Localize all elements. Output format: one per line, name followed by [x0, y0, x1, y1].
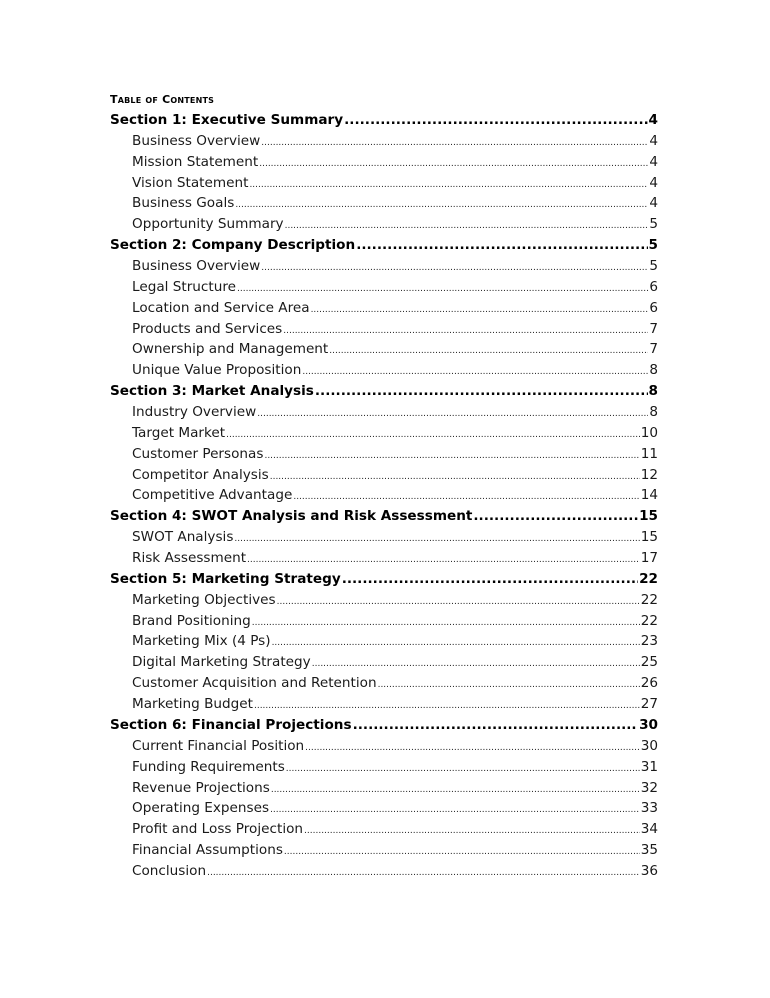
toc-entry-link[interactable]	[110, 360, 658, 381]
dot-leader	[247, 550, 640, 571]
toc-entry-link[interactable]	[110, 193, 658, 214]
toc-entry-label: Marketing Objectives	[132, 591, 276, 608]
toc-entry-label: Operating Expenses	[132, 800, 270, 817]
dot-leader	[254, 696, 640, 717]
toc-entry-link[interactable]	[110, 298, 658, 319]
toc-page-number: 5	[648, 237, 658, 254]
dot-leader	[257, 404, 648, 425]
dot-leader	[302, 362, 648, 383]
toc-page-number: 15	[639, 508, 658, 525]
toc-entry-label: Section 3: Market Analysis	[110, 383, 314, 400]
toc-entry-label: Brand Positioning	[132, 612, 251, 629]
toc-entry-label: Target Market	[132, 424, 226, 441]
dot-leader	[344, 110, 647, 131]
toc-entry-label: Ownership and Management	[132, 341, 329, 358]
toc-entry-label: Section 4: SWOT Analysis and Risk Assessment	[110, 508, 473, 525]
toc-entry-link[interactable]	[110, 819, 658, 840]
toc-page-number: 5	[649, 258, 658, 275]
toc-entry-label: Financial Assumptions	[132, 842, 283, 859]
toc-page-number: 17	[640, 550, 658, 567]
toc-entry-label: Digital Marketing Strategy	[132, 654, 311, 671]
toc-entry-label: Products and Services	[132, 320, 283, 337]
toc-entry-label: Vision Statement	[132, 174, 249, 191]
dot-leader	[356, 235, 647, 256]
toc-page-number: 35	[640, 842, 658, 859]
toc-entry-label: Risk Assessment	[132, 550, 247, 567]
toc-entry-label: Profit and Loss Projection	[132, 821, 304, 838]
toc-page-number: 4	[649, 174, 658, 191]
toc-entry-label: Marketing Mix (4 Ps)	[132, 633, 271, 650]
toc-page-number: 4	[649, 132, 658, 149]
toc-entry-label: Funding Requirements	[132, 758, 285, 775]
toc-page-number: 26	[640, 675, 658, 692]
dot-leader	[473, 506, 638, 527]
toc-entry-link[interactable]	[110, 694, 658, 715]
dot-leader	[329, 341, 648, 362]
toc-entry-link[interactable]	[110, 485, 658, 506]
toc-page-number: 6	[649, 278, 658, 295]
toc-entry-label: Location and Service Area	[132, 299, 310, 316]
toc-entry-link[interactable]	[110, 277, 658, 298]
dot-leader	[226, 425, 640, 446]
toc-entry-label: Marketing Budget	[132, 696, 253, 713]
dot-leader	[270, 800, 640, 821]
dot-leader	[264, 446, 639, 467]
toc-entry-label: Unique Value Proposition	[132, 362, 302, 379]
toc-entry-link[interactable]	[110, 673, 658, 694]
toc-section-link[interactable]	[110, 506, 658, 527]
toc-entry-label: Mission Statement	[132, 153, 259, 170]
dot-leader	[312, 654, 640, 675]
toc-entry-label: Section 2: Company Description	[110, 237, 356, 254]
table-of-contents	[110, 110, 658, 882]
toc-page-number: 8	[648, 383, 658, 400]
toc-page-number: 4	[649, 153, 658, 170]
toc-page-number: 4	[648, 112, 658, 128]
toc-page-number: 31	[640, 758, 658, 775]
dot-leader	[271, 780, 640, 801]
toc-entry-label: Customer Acquisition and Retention	[132, 675, 377, 692]
toc-entry-link[interactable]	[110, 757, 658, 778]
toc-entry-label: Section 6: Financial Projections	[110, 716, 352, 733]
toc-page-number: 8	[649, 362, 658, 379]
toc-page-number: 4	[649, 195, 658, 212]
toc-entry-link[interactable]	[110, 527, 658, 548]
toc-entry-label: Revenue Projections	[132, 779, 270, 796]
toc-entry-link[interactable]	[110, 423, 658, 444]
toc-entry-link[interactable]	[110, 778, 658, 799]
dot-leader	[285, 216, 649, 237]
toc-page-number: 30	[640, 737, 658, 754]
toc-entry-link[interactable]	[110, 152, 658, 173]
toc-section-link[interactable]	[110, 235, 658, 256]
toc-page-number: 8	[649, 404, 658, 421]
dot-leader	[249, 175, 648, 196]
toc-entry-link[interactable]	[110, 611, 658, 632]
toc-page-number: 12	[640, 466, 658, 483]
dot-leader	[284, 842, 640, 863]
toc-page-number: 36	[640, 862, 658, 879]
toc-page-number: 22	[640, 612, 658, 629]
toc-entry-link[interactable]	[110, 131, 658, 152]
dot-leader	[293, 487, 639, 508]
toc-entry-link[interactable]	[110, 840, 658, 861]
dot-leader	[207, 863, 640, 884]
toc-entry-link[interactable]	[110, 465, 658, 486]
toc-section-link[interactable]	[110, 569, 658, 590]
toc-entry-label: Competitive Advantage	[132, 487, 293, 504]
toc-page-number: 25	[640, 654, 658, 671]
toc-page-number: 5	[649, 216, 658, 233]
toc-entry-link[interactable]	[110, 861, 658, 882]
toc-section-link[interactable]	[110, 715, 658, 736]
toc-entry-link[interactable]	[110, 339, 658, 360]
dot-leader	[252, 613, 640, 634]
dot-leader	[259, 154, 648, 175]
dot-leader	[261, 258, 648, 279]
dot-leader	[305, 738, 640, 759]
toc-entry-label: Opportunity Summary	[132, 216, 284, 233]
toc-entry-label: Business Overview	[132, 258, 261, 275]
toc-entry-label: Section 5: Marketing Strategy	[110, 570, 341, 587]
dot-leader	[304, 821, 640, 842]
toc-entry-link[interactable]	[110, 214, 658, 235]
toc-entry-link[interactable]	[110, 548, 658, 569]
toc-page-number: 22	[640, 591, 658, 608]
toc-entry-link[interactable]	[110, 631, 658, 652]
toc-entry-link[interactable]	[110, 444, 658, 465]
toc-entry-label: Business Goals	[132, 195, 235, 212]
dot-leader	[261, 133, 648, 154]
toc-page-number: 30	[639, 716, 658, 733]
dot-leader	[277, 592, 640, 613]
toc-section-link[interactable]	[110, 110, 658, 131]
dot-leader	[378, 675, 640, 696]
dot-leader	[311, 300, 649, 321]
toc-entry-link[interactable]	[110, 736, 658, 757]
toc-section-link[interactable]	[110, 381, 658, 402]
toc-page-number: 22	[639, 570, 658, 587]
toc-entry-label: Legal Structure	[132, 278, 236, 295]
dot-leader	[234, 529, 639, 550]
toc-entry-link[interactable]	[110, 173, 658, 194]
dot-leader	[353, 715, 639, 736]
toc-page-number: 23	[640, 633, 658, 650]
toc-entry-label: Industry Overview	[132, 404, 257, 421]
toc-page-number: 10	[640, 424, 658, 441]
toc-entry-link[interactable]	[110, 402, 658, 423]
dot-leader	[270, 467, 640, 488]
toc-entry-link[interactable]	[110, 256, 658, 277]
toc-page-number: 33	[640, 800, 658, 817]
toc-entry-label: Current Financial Position	[132, 737, 305, 754]
toc-page-number: 7	[649, 341, 658, 358]
toc-entry-label: Business Overview	[132, 132, 261, 149]
toc-page-number: 15	[640, 529, 658, 546]
toc-entry-label: Conclusion	[132, 862, 207, 879]
toc-page-number: 32	[640, 779, 658, 796]
toc-page-number: 14	[640, 487, 658, 504]
toc-page-number: 7	[649, 320, 658, 337]
toc-page-number: 11	[640, 445, 658, 462]
toc-page-number: 6	[649, 299, 658, 316]
toc-entry-link[interactable]	[110, 319, 658, 340]
toc-title: Table of Contents	[110, 93, 215, 106]
toc-entry-label: SWOT Analysis	[132, 529, 234, 546]
dot-leader	[286, 759, 640, 780]
toc-entry-label: Customer Personas	[132, 445, 264, 462]
toc-page-number: 27	[640, 696, 658, 713]
dot-leader	[272, 633, 640, 654]
dot-leader	[315, 381, 648, 402]
toc-entry-link[interactable]	[110, 590, 658, 611]
dot-leader	[283, 321, 648, 342]
dot-leader	[235, 195, 648, 216]
toc-entry-link[interactable]	[110, 798, 658, 819]
dot-leader	[342, 569, 638, 590]
toc-entry-label: Competitor Analysis	[132, 466, 269, 483]
toc-entry-label: Section 1: Executive Summary	[110, 112, 344, 128]
toc-entry-link[interactable]	[110, 652, 658, 673]
toc-page-number: 34	[640, 821, 658, 838]
dot-leader	[237, 279, 648, 300]
